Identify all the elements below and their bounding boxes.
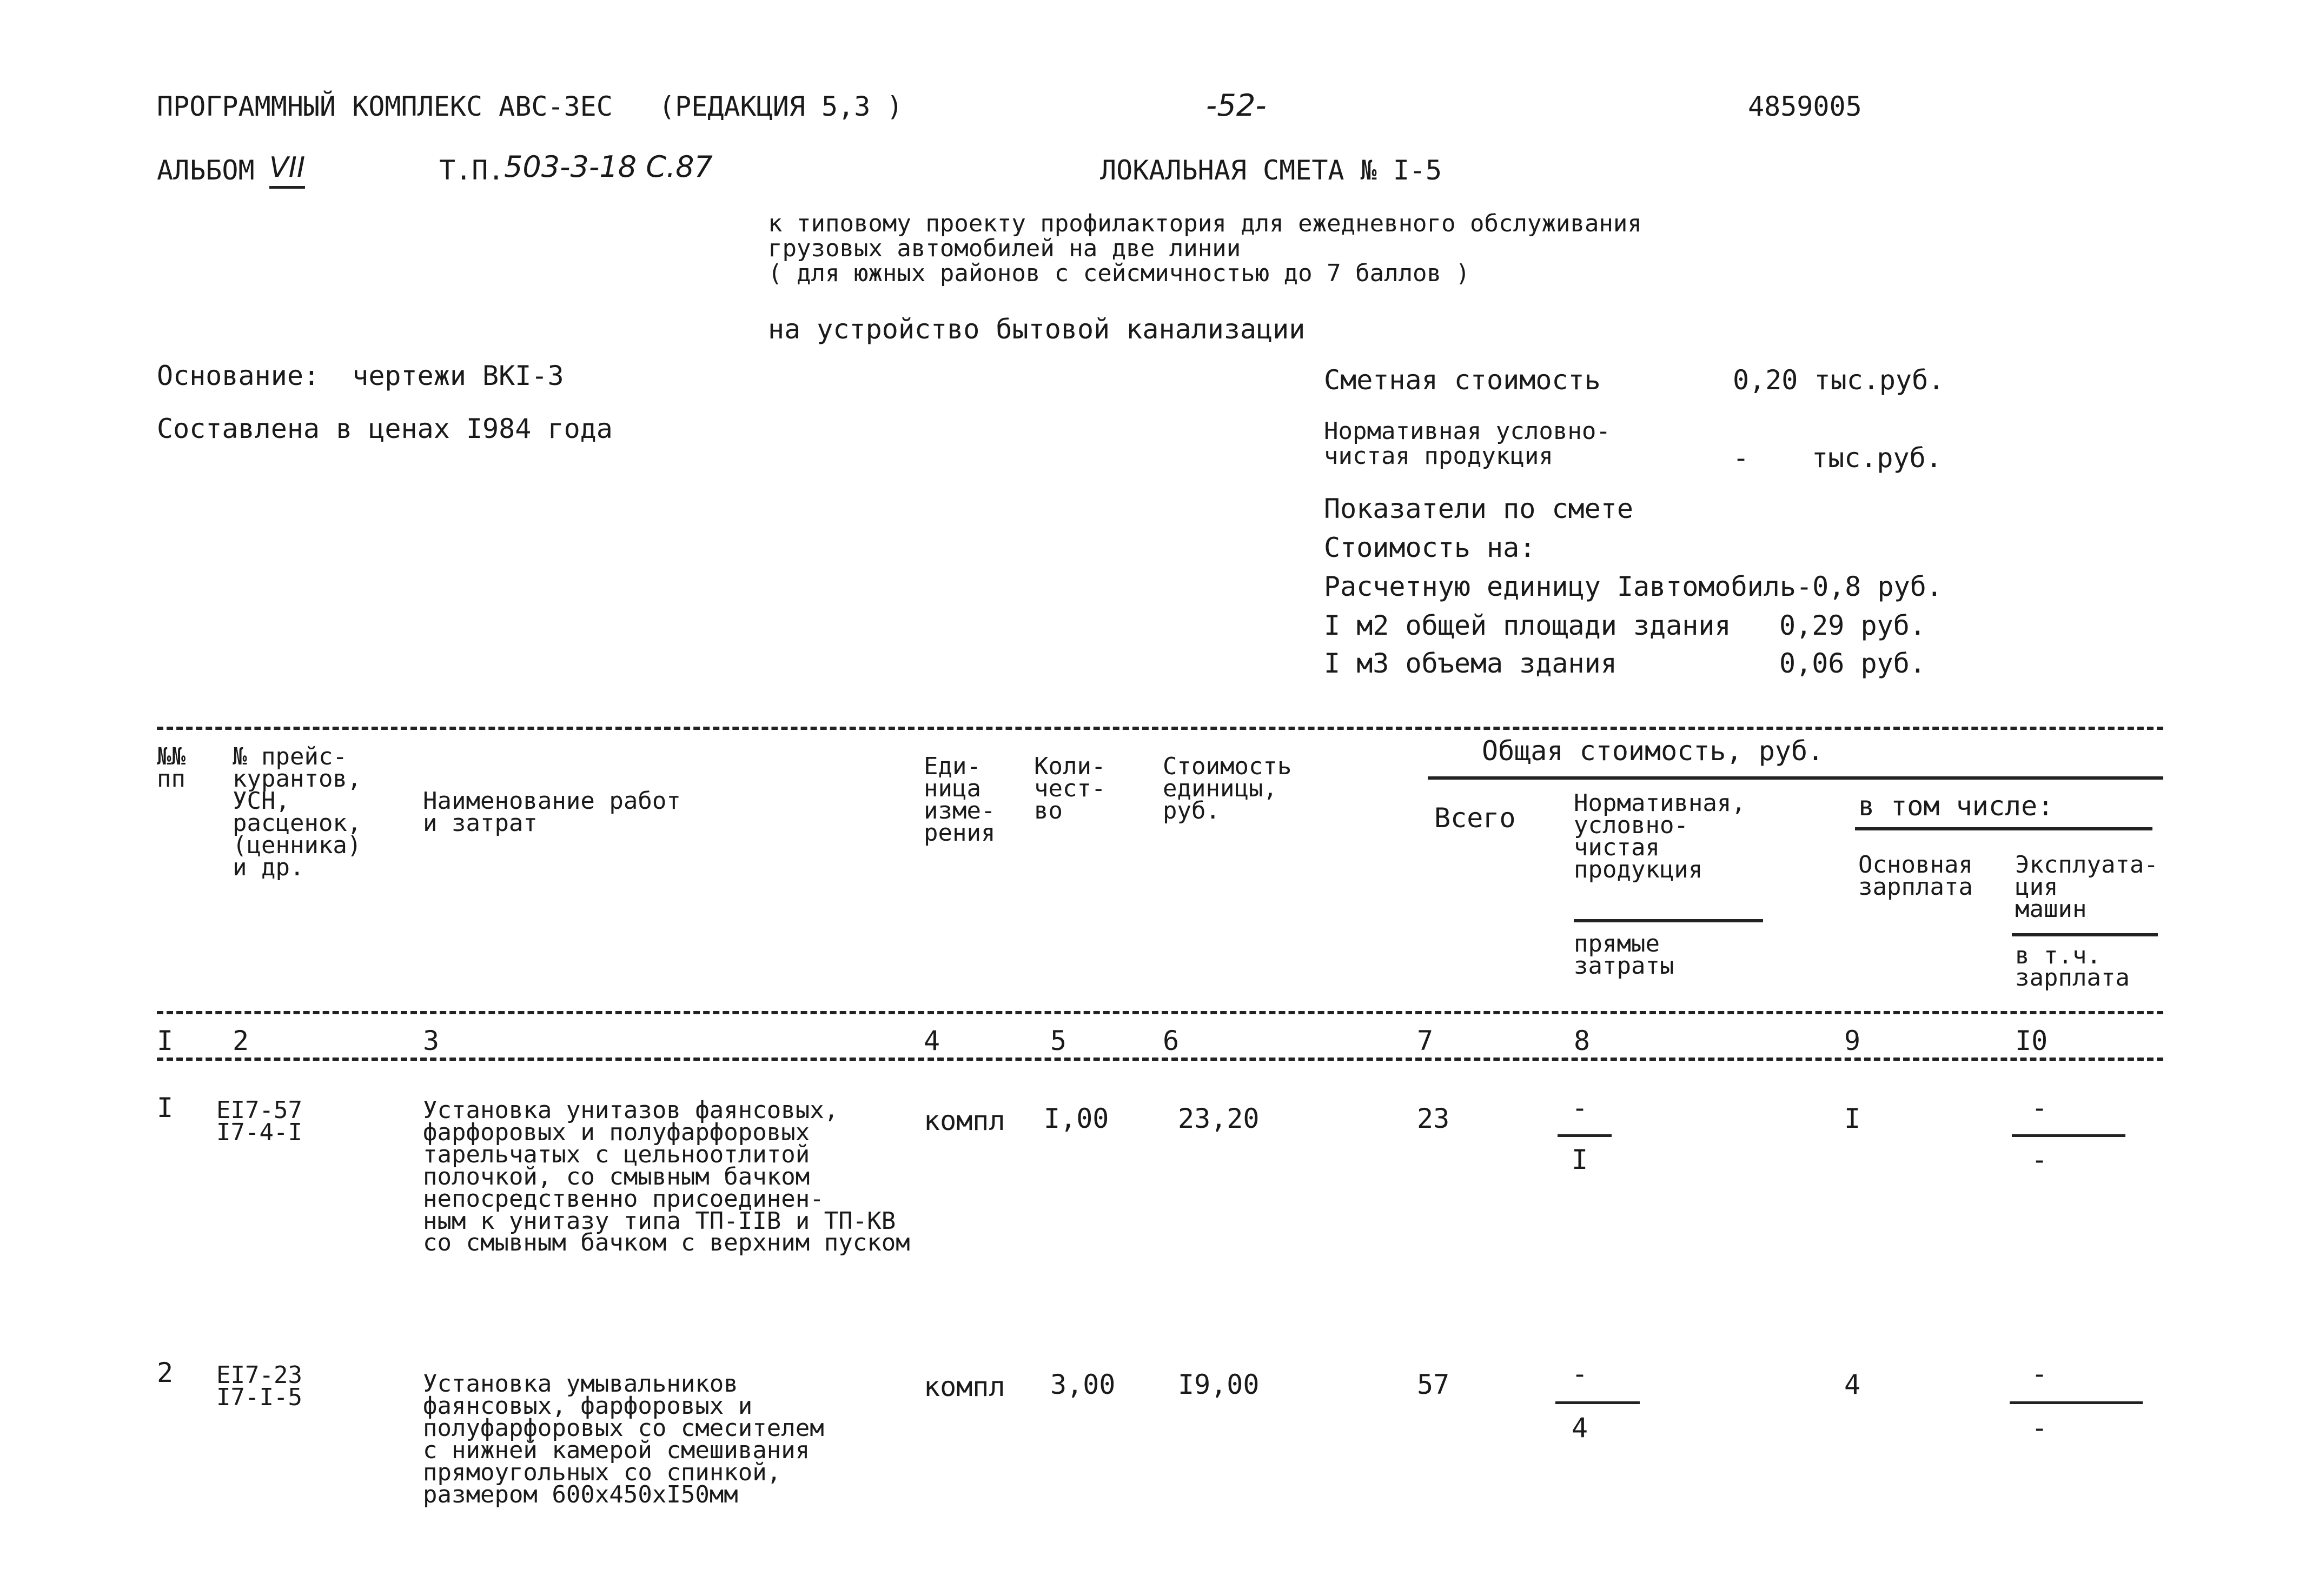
estimated-cost-value: 0,20 тыс.руб.: [1733, 364, 1945, 396]
total-group-rule: [1428, 776, 2163, 780]
col-normative-header: Нормативная, условно- чистая продукция: [1574, 789, 1746, 883]
col-salary-header: Основная зарплата: [1858, 851, 1973, 901]
program-name: ПРОГРАММНЫЙ КОМПЛЕКС АВС-ЗЕС: [157, 91, 613, 122]
col-direct-costs-header: прямые затраты: [1574, 930, 1674, 980]
col-qty-header: Коли- чест- во: [1034, 753, 1106, 824]
col-code-header: № прейс- курантов, УСН, расценок, (ценника) и др.: [233, 743, 362, 881]
normative-unit: тыс.руб.: [1812, 442, 1942, 474]
edition: (РЕДАКЦИЯ 5,3 ): [659, 91, 903, 122]
row-code: EI7-57 I7-4-I: [216, 1096, 302, 1146]
volume-indicator-label: I м3 объема здания: [1324, 648, 1617, 679]
row-name: Установка умывальников фаянсовых, фарфоровых и полуфарфоровых со смесителем с нижней камерой смешивания прямоугольных со спинкой, размером 600х450хI50мм: [423, 1370, 824, 1508]
col-number: 6: [1163, 1025, 1180, 1056]
subject-line-1: к типовому проекту профилактория для ежедневного обслуживания: [768, 210, 1642, 237]
area-indicator-value: 0,29 руб.: [1779, 610, 1926, 641]
row-normative: -: [1572, 1092, 1588, 1123]
col-machines-salary-header: в т.ч. зарплата: [2015, 942, 2130, 992]
row-direct-costs: I: [1572, 1144, 1588, 1175]
row-machines-salary: -: [2031, 1412, 2048, 1444]
estimated-cost-label: Сметная стоимость: [1324, 364, 1601, 396]
col-number: I0: [2015, 1025, 2048, 1056]
total-group-header: Общая стоимость, руб.: [1482, 735, 1824, 767]
page-number: -52-: [1206, 88, 1267, 123]
row-unit-cost: I9,00: [1178, 1369, 1260, 1400]
normative-value: -: [1733, 442, 1750, 474]
prices-text: Составлена в ценах I984 года: [157, 413, 613, 444]
row-total: 23: [1417, 1103, 1450, 1134]
col-number: 2: [233, 1025, 249, 1056]
basis-text: Основание: чертежи ВКI-3: [157, 360, 564, 391]
row-machines: -: [2031, 1358, 2048, 1389]
tp-label: Т.П.: [439, 155, 505, 186]
normative-label-2: чистая продукция: [1324, 442, 1553, 470]
col-num-header: №№ пп: [157, 743, 185, 793]
row-qty: 3,00: [1050, 1369, 1116, 1400]
col-unit-header: Еди- ница изме- рения: [924, 753, 996, 847]
row-name: Установка унитазов фаянсовых, фарфоровых и полуфарфоровых тарельчатых с цельноотлитой полочкой, со смывным бачком непосредственно присоединен- ным к унитазу типа ТП-IIВ и ТП-КВ со смывным бачком с верхним пуском: [423, 1096, 910, 1257]
row-unit: компл: [924, 1105, 1005, 1136]
album-number: VII: [269, 154, 305, 182]
row-machines-salary: -: [2031, 1144, 2048, 1175]
col-total-header: Всего: [1434, 802, 1516, 834]
row-code: EI7-23 I7-I-5: [216, 1361, 302, 1411]
col-number: 5: [1050, 1025, 1067, 1056]
col-number: I: [157, 1025, 174, 1056]
header-top-rule: [157, 727, 2163, 730]
row-qty: I,00: [1044, 1103, 1109, 1134]
row-unit-cost: 23,20: [1178, 1103, 1260, 1134]
volume-indicator-value: 0,06 руб.: [1779, 648, 1926, 679]
row-total: 57: [1417, 1369, 1450, 1400]
estimate-purpose: на устройство бытовой канализации: [768, 314, 1306, 345]
row-unit: компл: [924, 1371, 1005, 1402]
col-number: 9: [1844, 1025, 1861, 1056]
col-machines-header: Эксплуата- ция машин: [2015, 851, 2158, 923]
including-header: в том числе:: [1858, 790, 2054, 822]
fraction-line: [2010, 1401, 2143, 1404]
col-number: 7: [1417, 1025, 1434, 1056]
fraction-line: [1555, 1401, 1640, 1404]
col-name-header: Наименование работ и затрат: [423, 787, 681, 837]
album-label: АЛЬБОМ: [157, 155, 255, 186]
subject-line-2: грузовых автомобилей на две линии: [768, 235, 1241, 262]
row-machines: -: [2031, 1092, 2048, 1123]
fraction-line: [2012, 1134, 2125, 1137]
tp-number: 503-3-18 С.87: [504, 150, 713, 184]
normative-label-1: Нормативная условно-: [1324, 417, 1611, 445]
row-salary: I: [1844, 1103, 1861, 1134]
col10-split-rule: [2012, 933, 2158, 936]
including-rule: [1855, 827, 2152, 830]
cost-for-label: Стоимость на:: [1324, 532, 1536, 563]
subject-line-3: ( для южных районов с сейсмичностью до 7 баллов ): [768, 260, 1470, 287]
col-unit-cost-header: Стоимость единицы, руб.: [1163, 753, 1292, 824]
fraction-line: [1558, 1134, 1612, 1137]
indicators-label: Показатели по смете: [1324, 493, 1633, 524]
row-direct-costs: 4: [1572, 1412, 1588, 1444]
row-num: 2: [157, 1357, 174, 1388]
col-number: 3: [423, 1025, 440, 1056]
col-number: 8: [1574, 1025, 1591, 1056]
doc-code: 4859005: [1748, 91, 1862, 122]
estimate-title: ЛОКАЛЬНАЯ СМЕТА № I-5: [1100, 155, 1442, 186]
numbers-rule: [157, 1058, 2163, 1061]
col-number: 4: [924, 1025, 940, 1056]
row-normative: -: [1572, 1358, 1588, 1389]
row-salary: 4: [1844, 1369, 1861, 1400]
col8-split-rule: [1574, 919, 1763, 922]
row-num: I: [157, 1092, 174, 1123]
header-bottom-rule: [157, 1011, 2163, 1014]
area-indicator-label: I м2 общей площади здания: [1324, 610, 1731, 641]
unit-cost-indicator: Расчетную единицу Iавтомобиль-0,8 руб.: [1324, 571, 1943, 602]
